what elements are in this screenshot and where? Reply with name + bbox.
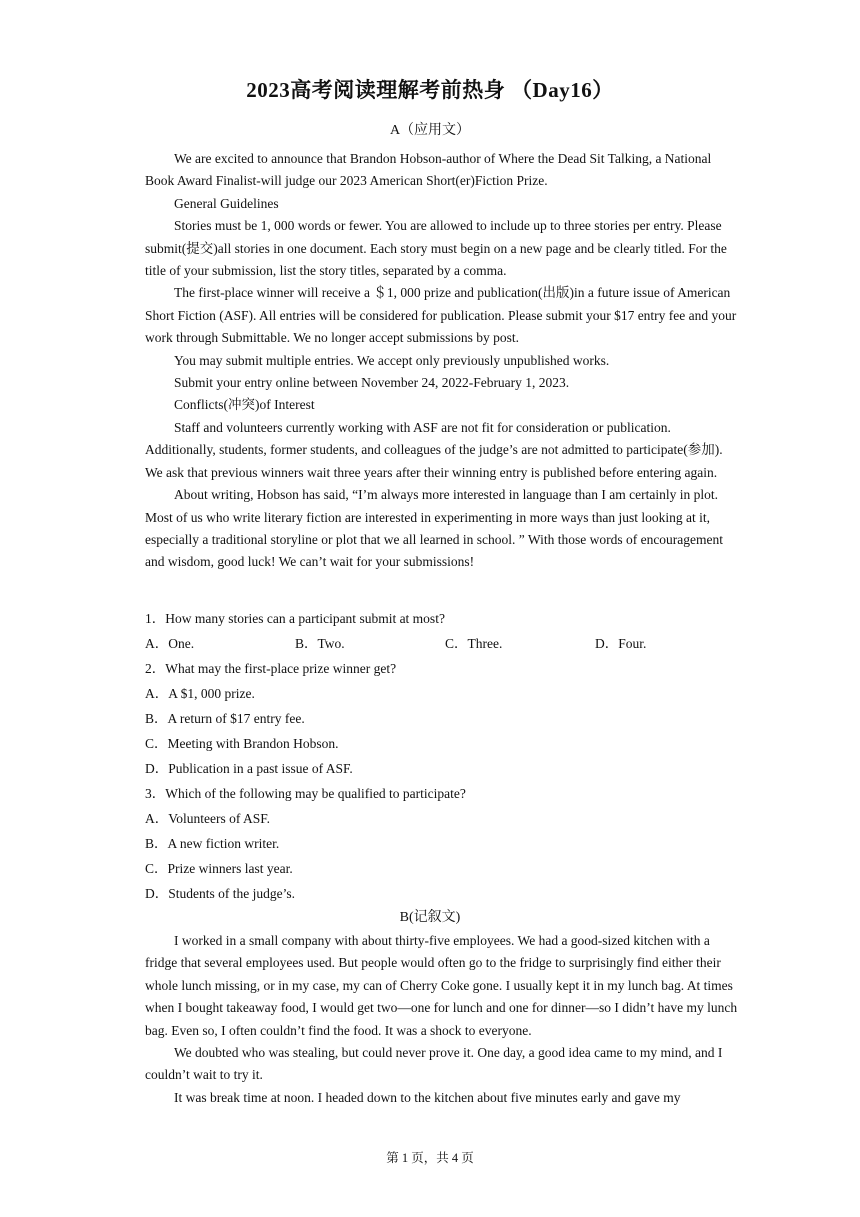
passage-paragraph: We doubted who was stealing, but could never prove it. One day, a good idea came to my mind, and I couldn’t wait to try it. — [145, 1045, 723, 1083]
question-3-option-b: B．A new fiction writer. — [145, 836, 280, 851]
question-2-option-b: B．A return of $17 entry fee. — [145, 711, 305, 726]
section-b-heading: B(记叙文) — [399, 910, 461, 925]
passage-paragraph: Submit your entry online between November 24, 2022-February 1, 2023. — [174, 375, 570, 391]
question-1-option-a: A．One. — [145, 636, 195, 651]
passage-subheading: Conflicts(冲突)of Interest — [174, 397, 315, 413]
question-1-option-b: B．Two. — [295, 636, 345, 651]
passage-subheading: General Guidelines — [174, 195, 279, 211]
section-b-passage — [145, 930, 738, 1109]
question-3-option-c: C．Prize winners last year. — [145, 861, 293, 876]
passage-paragraph: The first-place winner will receive a ＄1, 000 prize and publication(出版)in a future issue of American Short Fiction (ASF). All entries will be considered for publication. Please submit your $17 entry fee and your work through Submittable. We no longer accept submissions by post. — [145, 285, 737, 346]
section-a-heading: A（应用文） — [389, 123, 471, 138]
page-footer: 第 1 页，共 4 页 — [386, 1151, 474, 1165]
question-1-stem: 1．How many stories can a participant submit at most? — [145, 611, 445, 626]
page-title: 2023高考阅读理解考前热身 （Day16） — [246, 78, 614, 102]
question-2-option-d: D．Publication in a past issue of ASF. — [145, 761, 353, 776]
passage-paragraph: We are excited to announce that Brandon Hobson-author of Where the Dead Sit Talking, a National Book Award Finalist-will judge our 2023 American Short(er)Fiction Prize. — [145, 151, 712, 189]
passage-paragraph: Stories must be 1, 000 words or fewer. You are allowed to include up to three stories per entry. Please submit(提交)all stories in one document. Each story must begin on a new page and be clearly titled. For the title of your submission, list the story titles, separated by a comma. — [145, 218, 727, 279]
question-2-option-a: A．A $1, 000 prize. — [145, 686, 255, 701]
question-2-option-c: C．Meeting with Brandon Hobson. — [145, 736, 339, 751]
passage-paragraph: About writing, Hobson has said, “I’m always more interested in language than I am certainly in plot. Most of us who write literary fiction are interested in experimenting in more ways than just looking at it, especially a traditional storyline or plot that we all learned in school. ” With those words of encouragement and wisdom, good luck! We can’t wait for your submissions! — [145, 487, 724, 570]
question-3-option-a: A．Volunteers of ASF. — [145, 811, 271, 826]
passage-paragraph: It was break time at noon. I headed down to the kitchen about five minutes early and gave my — [174, 1089, 681, 1105]
question-3-option-d: D．Students of the judge’s. — [145, 886, 295, 901]
question-3-stem: 3．Which of the following may be qualified to participate? — [145, 786, 466, 801]
question-1-option-d: D．Four. — [595, 636, 647, 651]
passage-paragraph: I worked in a small company with about thirty-five employees. We had a good-sized kitchen with a fridge that several employees used. But people would often go to the fridge to surprisingly find either their whole lunch missing, or in my case, my can of Cherry Coke gone. I usually kept it in my lunch bag. At times when I bought takeaway food, I would get two—one for lunch and one for dinner—so I didn’t have my lunch bag. Even so, I often couldn’t find the food. It was a shock to everyone. — [145, 933, 738, 1038]
passage-paragraph: You may submit multiple entries. We accept only previously unpublished works. — [174, 352, 610, 368]
passage-paragraph: Staff and volunteers currently working with ASF are not fit for consideration or publication. Additionally, students, former students, and colleagues of the judge’s are not admitted to participate(参加). We ask that previous winners wait three years after their winning entry is published before entering again. — [145, 419, 723, 480]
question-2-stem: 2．What may the first-place prize winner get? — [145, 661, 397, 676]
question-1-option-c: C．Three. — [445, 636, 503, 651]
section-a-passage — [145, 148, 738, 574]
